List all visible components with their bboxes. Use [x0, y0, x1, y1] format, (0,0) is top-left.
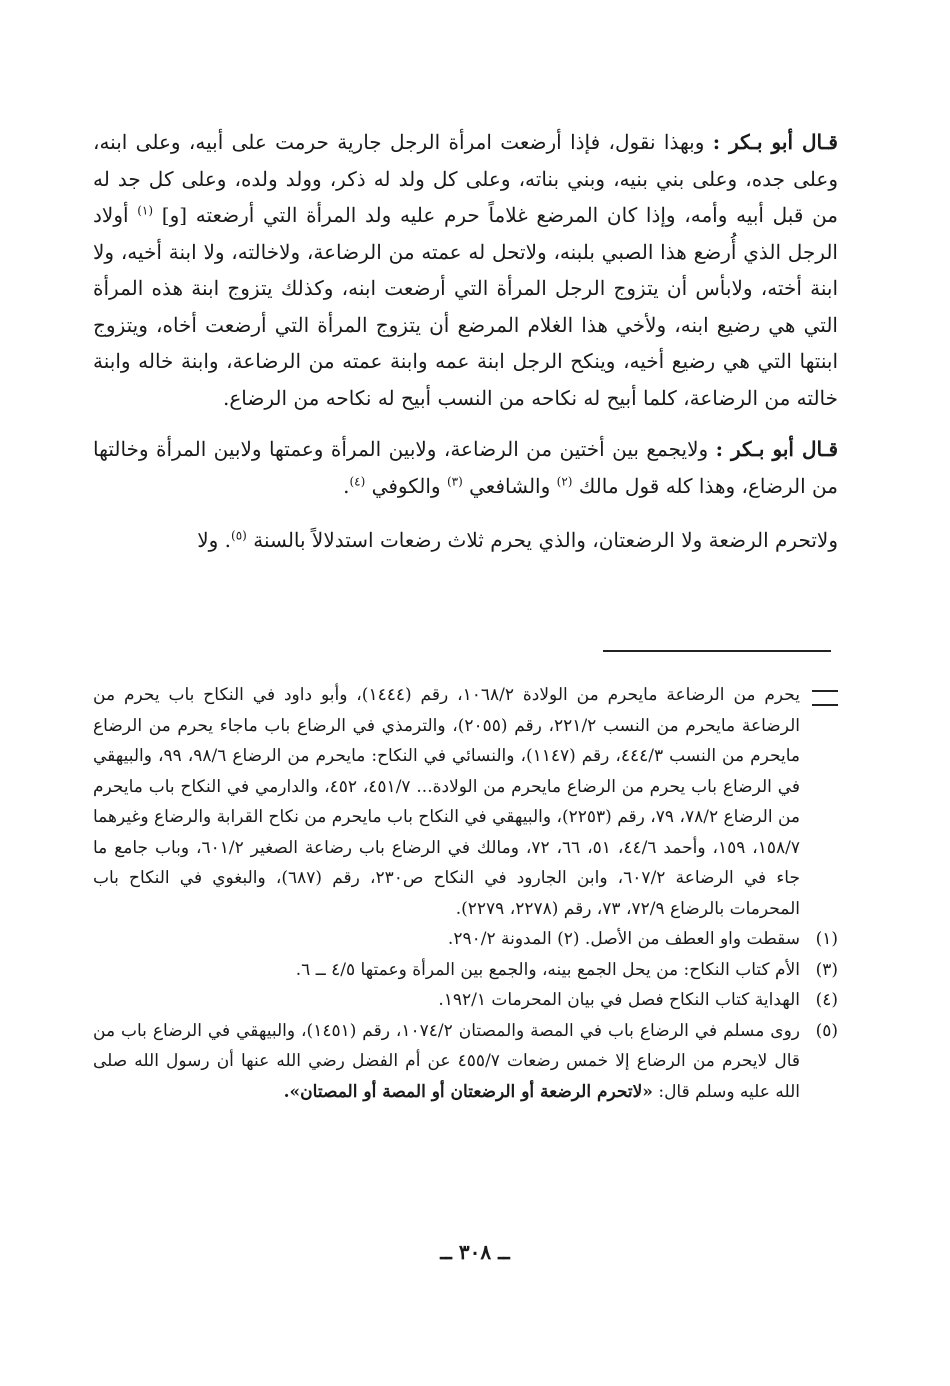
paragraph-text: ولاتحرم الرضعة ولا الرضعتان، والذي يحرم ثلاث رضعات استدلالاً بالسنة [253, 528, 838, 552]
footnote-number: (١) [815, 929, 838, 949]
footnotes [93, 680, 838, 1107]
footnote-text: يحرم من الرضاعة مايحرم من الولادة ١٠٦٨/٢، رقم (١٤٤٤)، وأبو داود في النكاح باب يحرم من الرضاعة مايحرم من النسب ٢٢١/٢، رقم (٢٠٥٥)، والترمذي في الرضاع باب ماجاء يحرم من الرضاع مايحرم من النسب ٤٤٤/٣، رقم (١١٤٧)، والنسائي في النكاح: مايحرم من الرضاع ٩٨/٦، ٩٩، والبيهقي في الرضاع باب يحرم من الرضاع مايحرم من الولادة... ٤٥١/٧، ٤٥٢، والدارمي في النكاح باب مايحرم من الرضاع ٧٨/٢، ٧٩، رقم (٢٢٥٣)، والبيهقي في النكاح باب مايحرم من نكاح القرابة والرضاع وغيرهما ١٥٨/٧، ١٥٩، وأحمد ٤٤/٦، ٥١، ٦٦، ٧٢، ومالك في الرضاع باب رضاعة الصغير ٦٠١/٢، وباب جامع ما جاء في الرضاعة ٦٠٧/٢، وابن الجارود في النكاح ص٢٣٠، رقم (٦٨٧)، والبغوي في النكاح باب المحرمات بالرضاع ٧٢/٩، ٧٣، رقم (٢٢٧٨، ٢٢٧٩). [93, 685, 801, 919]
footnote-ref: (٥) [231, 528, 247, 543]
paragraph-lead: قـال أبو بـكر : [715, 437, 839, 461]
page-number: ــ ٣٠٨ ــ [440, 1240, 510, 1264]
paragraph-2 [93, 431, 838, 504]
paragraph-text: وبهذا نقول، فإذا أرضعت امرأة الرجل جارية حرمت على أبيه، وعلى ابنه، وعلى جده، وعلى بني بنيه، وبني بناته، وعلى كل ولد له ذكر، وولد ولده، وعلى كل جد له من قبل أبيه وأمه، وإذا كان المرضع غلاماً حرم عليه ولد المرأة التي أرضعته [و] [93, 130, 839, 227]
footnote-text: روى مسلم في الرضاع باب في المصة والمصتان ١٠٧٤/٢، رقم (١٤٥١)، والبيهقي في الرضاع باب من قال لايحرم من الرضاع إلا خمس رضعات ٤٥٥/٧ عن أم الفضل رضي الله عنها أن رسول الله صلى الله عليه وسلم قال: [93, 1020, 801, 1102]
footnote-ref: (١) [137, 203, 154, 218]
footnote-item [93, 924, 838, 955]
paragraph-text: والشافعي [469, 473, 551, 498]
footnote-separator [603, 650, 831, 652]
footnote-item [93, 985, 838, 1016]
paragraph-lead: قـال أبو بـكر : [712, 130, 838, 154]
paragraph-1 [93, 124, 838, 416]
footnote-ref: (٢) [556, 473, 573, 488]
footnote-text: سقطت واو العطف من الأصل. (٢) المدونة ٢٩٠/٢. [447, 929, 800, 949]
paragraph-text: والكوفي [371, 473, 441, 498]
footnote-text: الأم كتاب النكاح: من يحل الجمع بينه، والجمع بين المرأة وعمتها ٤/٥ ــ ٦. [295, 959, 800, 980]
footnote-ref: (٤) [349, 473, 366, 488]
continuation-icon [812, 690, 838, 706]
footnote-ref: (٣) [446, 473, 463, 488]
main-text [93, 124, 838, 559]
hadith-quote: «لاتحرم الرضعة أو الرضعتان أو المصة أو المصتان». [283, 1081, 653, 1102]
footnote-continued [93, 680, 838, 924]
paragraph-text: . [343, 473, 350, 498]
paragraph-text: ولايجمع بين أختين من الرضاعة، ولابين المرأة وعمتها ولابين المرأة وخالتها من الرضاع، وهذا كله قول مالك [93, 437, 838, 498]
footnote-number: (٥) [815, 1020, 838, 1041]
footnote-number: (٣) [815, 959, 838, 980]
footnote-item [93, 1016, 838, 1108]
footnote-item [93, 955, 838, 986]
footnote-text: الهداية كتاب النكاح فصل في بيان المحرمات ١٩٢/١. [438, 990, 800, 1010]
footnote-number: (٤) [815, 990, 838, 1010]
paragraph-text: أولاد الرجل الذي أُرضع هذا الصبي بلبنه، ولاتحل له عمته من الرضاعة، ولاخالته، ولا ابنة أخيه، ولا ابنة أخته، ولابأس أن يتزوج الرجل المرأة التي أرضعت ابنه، وكذلك يتزوج ابنة هذه المرأة التي هي رضيع ابنه، ولأخي هذا الغلام المرضع أن يتزوج المرأة التي أرضعت أخاه، ويتزوج ابنتها التي هي رضيع أخيه، وينكح الرجل ابنة عمه وابنة عمته من الرضاعة، وابنة خاله وابنة خالته من الرضاعة، كلما أبيح له نكاحه من النسب أبيح له نكاحه من الرضاع. [93, 203, 838, 410]
paragraph-3 [93, 522, 838, 559]
paragraph-text: . ولا [197, 528, 232, 552]
